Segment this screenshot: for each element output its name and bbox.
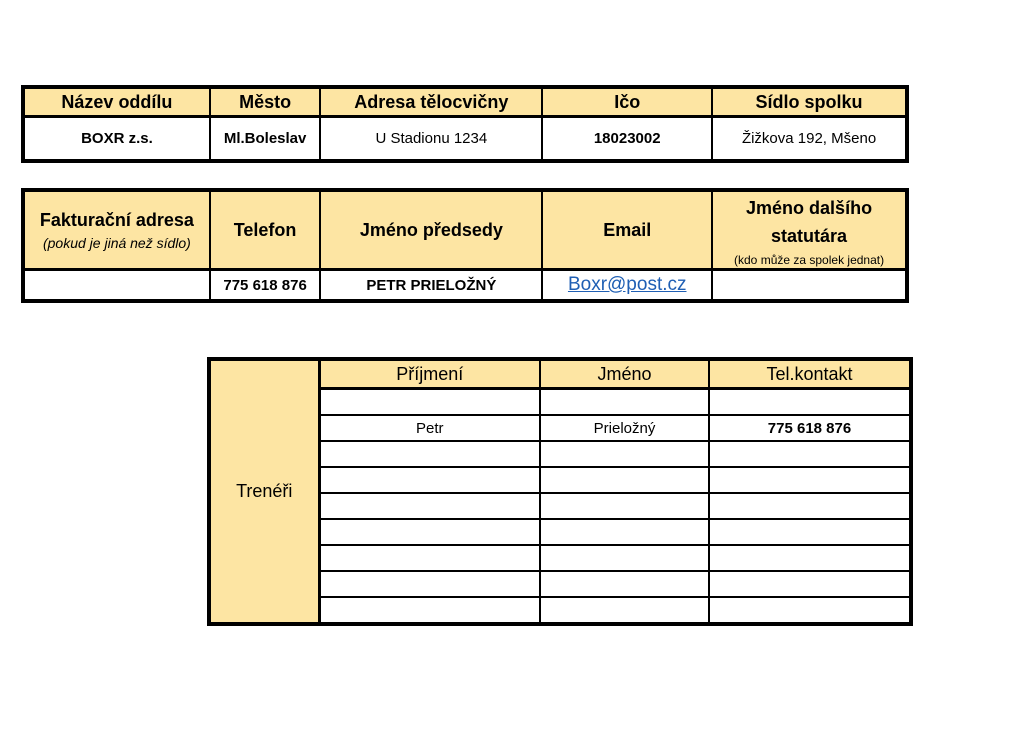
first-name-header: Jméno	[540, 359, 709, 389]
trainer-cell[interactable]	[709, 545, 911, 571]
statutory-note: (kdo může za spolek jednat)	[734, 252, 885, 267]
trainer-cell[interactable]	[709, 389, 911, 416]
email-header: Email	[542, 190, 712, 270]
billing-address-header	[23, 190, 210, 270]
email-link[interactable]: Boxr@post.cz	[567, 274, 687, 295]
trainer-cell[interactable]	[319, 519, 540, 545]
trainer-cell[interactable]	[709, 597, 911, 624]
ico-header: Ičo	[542, 87, 712, 117]
trainer-cell[interactable]	[319, 389, 540, 416]
statutory-value[interactable]	[712, 270, 907, 302]
contact-header-row	[23, 190, 907, 270]
trainers-header-row	[209, 359, 911, 389]
trainer-cell[interactable]	[319, 441, 540, 467]
surname-header: Příjmení	[319, 359, 540, 389]
statutory-title: Jméno dalšího statutára	[746, 197, 873, 246]
trainer-cell[interactable]	[319, 467, 540, 493]
trainer-cell[interactable]	[540, 441, 709, 467]
phone-value[interactable]: 775 618 876	[210, 270, 321, 302]
trainer-cell[interactable]	[709, 441, 911, 467]
chairman-value[interactable]: PETR PRIELOŽNÝ	[320, 270, 542, 302]
trainers-table	[207, 357, 913, 626]
city-header: Město	[210, 87, 321, 117]
ico-value[interactable]: 18023002	[542, 117, 712, 162]
phone-header: Telefon	[210, 190, 321, 270]
billing-address-title: Fakturační adresa	[39, 209, 194, 230]
club-info-header-row	[23, 87, 907, 117]
trainer-cell[interactable]	[540, 545, 709, 571]
billing-address-value[interactable]	[23, 270, 210, 302]
tel-contact-header: Tel.kontakt	[709, 359, 911, 389]
trainer-cell[interactable]	[319, 571, 540, 597]
contact-info-table	[21, 188, 909, 303]
club-info-table	[21, 85, 909, 163]
city-value[interactable]: Ml.Boleslav	[210, 117, 321, 162]
trainers-label: Trenéři	[209, 359, 319, 624]
trainer-cell[interactable]: Petr	[319, 415, 540, 441]
trainer-cell[interactable]	[319, 493, 540, 519]
trainer-cell[interactable]: 775 618 876	[709, 415, 911, 441]
statutory-header	[712, 190, 907, 270]
trainer-cell[interactable]	[540, 519, 709, 545]
trainer-cell[interactable]	[540, 597, 709, 624]
gym-address-header: Adresa tělocvičny	[320, 87, 542, 117]
trainer-cell[interactable]	[319, 597, 540, 624]
email-cell	[542, 270, 712, 302]
contact-value-row	[23, 270, 907, 302]
seat-header: Sídlo spolku	[712, 87, 907, 117]
club-name-value[interactable]: BOXR z.s.	[23, 117, 210, 162]
gym-address-value[interactable]: U Stadionu 1234	[320, 117, 542, 162]
trainer-cell[interactable]	[709, 493, 911, 519]
trainer-cell[interactable]	[319, 545, 540, 571]
trainer-cell[interactable]	[709, 571, 911, 597]
trainer-cell[interactable]	[540, 389, 709, 416]
club-name-header: Název oddílu	[23, 87, 210, 117]
chairman-header: Jméno předsedy	[320, 190, 542, 270]
trainer-cell[interactable]	[540, 493, 709, 519]
billing-address-note: (pokud je jiná než sídlo)	[42, 234, 191, 251]
trainer-cell[interactable]	[709, 467, 911, 493]
seat-value[interactable]: Žižkova 192, Mšeno	[712, 117, 907, 162]
club-info-value-row	[23, 117, 907, 162]
trainer-cell[interactable]	[540, 467, 709, 493]
trainer-cell[interactable]: Prieložný	[540, 415, 709, 441]
trainer-cell[interactable]	[709, 519, 911, 545]
trainer-cell[interactable]	[540, 571, 709, 597]
